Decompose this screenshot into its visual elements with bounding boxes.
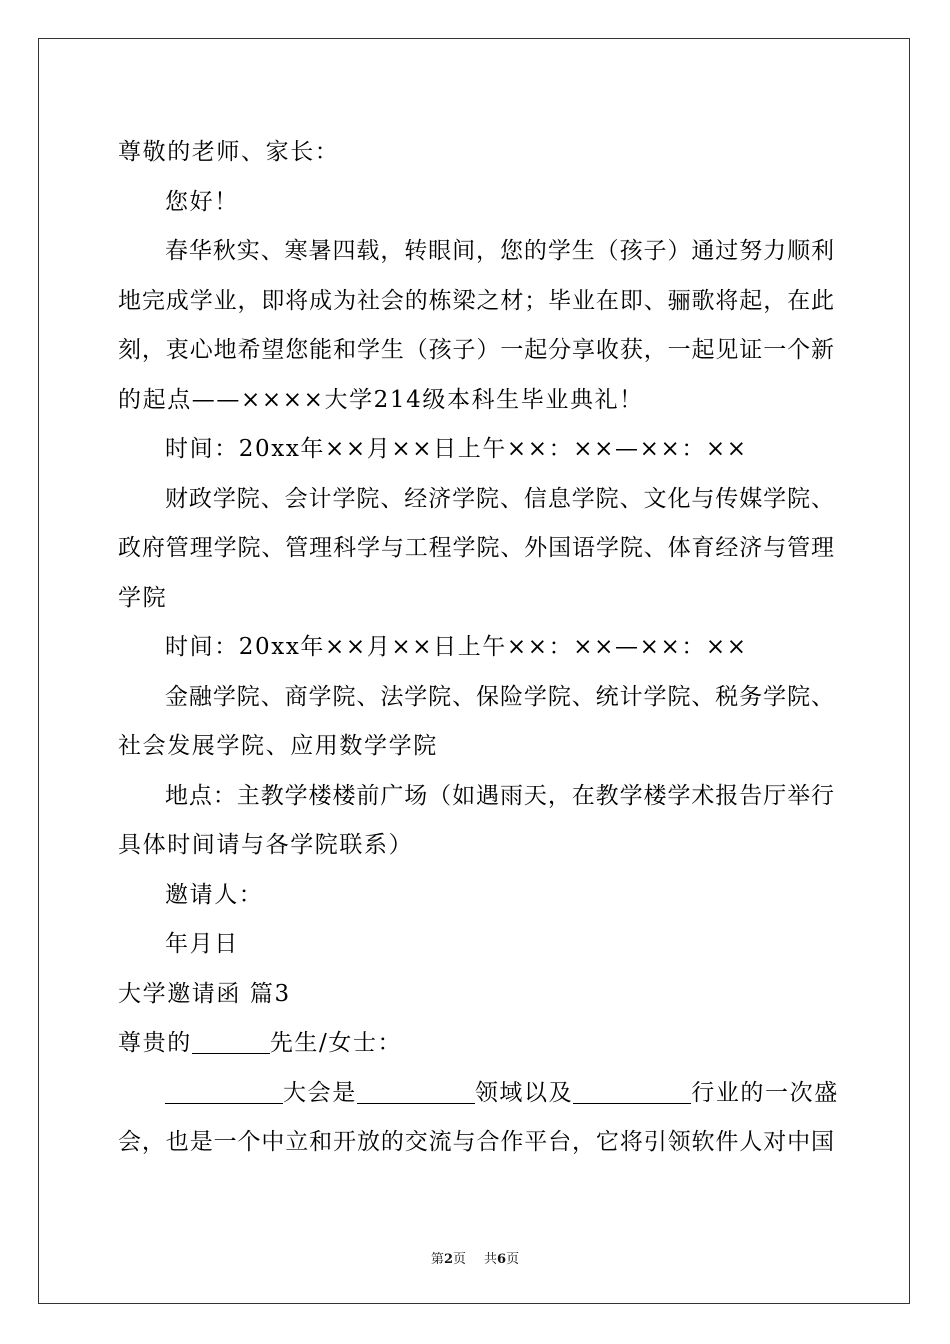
colleges-line: 学院 <box>118 584 168 611</box>
paragraph-line: 春华秋实、寒暑四载，转眼间，您的学生（孩子）通过努力顺利 <box>165 238 834 264</box>
time-line-1: 时间：20xx年××月××日上午××：××—××：×× <box>165 436 748 462</box>
conference-text: 大会是 <box>283 1079 357 1106</box>
conference-line <box>118 1069 839 1119</box>
name-blank <box>192 1031 270 1054</box>
paragraph-line: 会，也是一个中立和开放的交流与合作平台，它将引领软件人对中国 <box>118 1129 834 1155</box>
colleges-line: 财政学院、会计学院、经济学院、信息学院、文化与传媒学院、 <box>165 485 834 512</box>
section-title: 大学邀请函 篇3 <box>118 980 291 1007</box>
industry-blank <box>573 1081 691 1104</box>
date-line: 年月日 <box>165 931 239 957</box>
total-prefix: 共 <box>484 1252 498 1267</box>
page-prefix: 第 <box>430 1252 444 1267</box>
page-footer <box>0 1248 950 1267</box>
colleges-line: 政府管理学院、管理科学与工程学院、外国语学院、体育经济与管理 <box>118 535 834 561</box>
conference-text: 领域以及 <box>474 1079 574 1106</box>
paragraph-line: 刻，衷心地希望您能和学生（孩子）一起分享收获，一起见证一个新 <box>118 337 834 363</box>
total-suffix: 页 <box>506 1252 520 1267</box>
inviter-line: 邀请人： <box>165 881 264 908</box>
field-blank <box>357 1081 475 1104</box>
salutation-line <box>118 1019 834 1069</box>
colleges-line: 社会发展学院、应用数学学院 <box>118 733 438 759</box>
page-number: 2 <box>443 1252 453 1267</box>
time-line-2: 时间：20xx年××月××日上午××：××—××：×× <box>165 634 748 660</box>
salutation-prefix: 尊贵的 <box>118 1030 192 1056</box>
paragraph-line: 地完成学业，即将成为社会的栋梁之材；毕业在即、骊歌将起，在此 <box>118 287 834 314</box>
location-line: 具体时间请与各学院联系） <box>118 832 414 858</box>
total-pages: 6 <box>497 1252 507 1267</box>
salutation-suffix: 先生/女士： <box>269 1030 403 1056</box>
paragraph-line: 的起点——××××大学214级本科生毕业典礼！ <box>118 386 644 413</box>
conference-text: 行业的一次盛 <box>691 1079 839 1106</box>
conference-blank <box>165 1081 283 1104</box>
location-line: 地点：主教学楼楼前广场（如遇雨天，在教学楼学术报告厅举行 <box>165 782 834 809</box>
document-body <box>118 128 839 1168</box>
greeting: 尊敬的老师、家长： <box>118 139 340 165</box>
page-suffix: 页 <box>452 1252 466 1267</box>
colleges-line: 金融学院、商学院、法学院、保险学院、统计学院、税务学院、 <box>165 683 834 710</box>
hello-line: 您好！ <box>165 188 239 215</box>
